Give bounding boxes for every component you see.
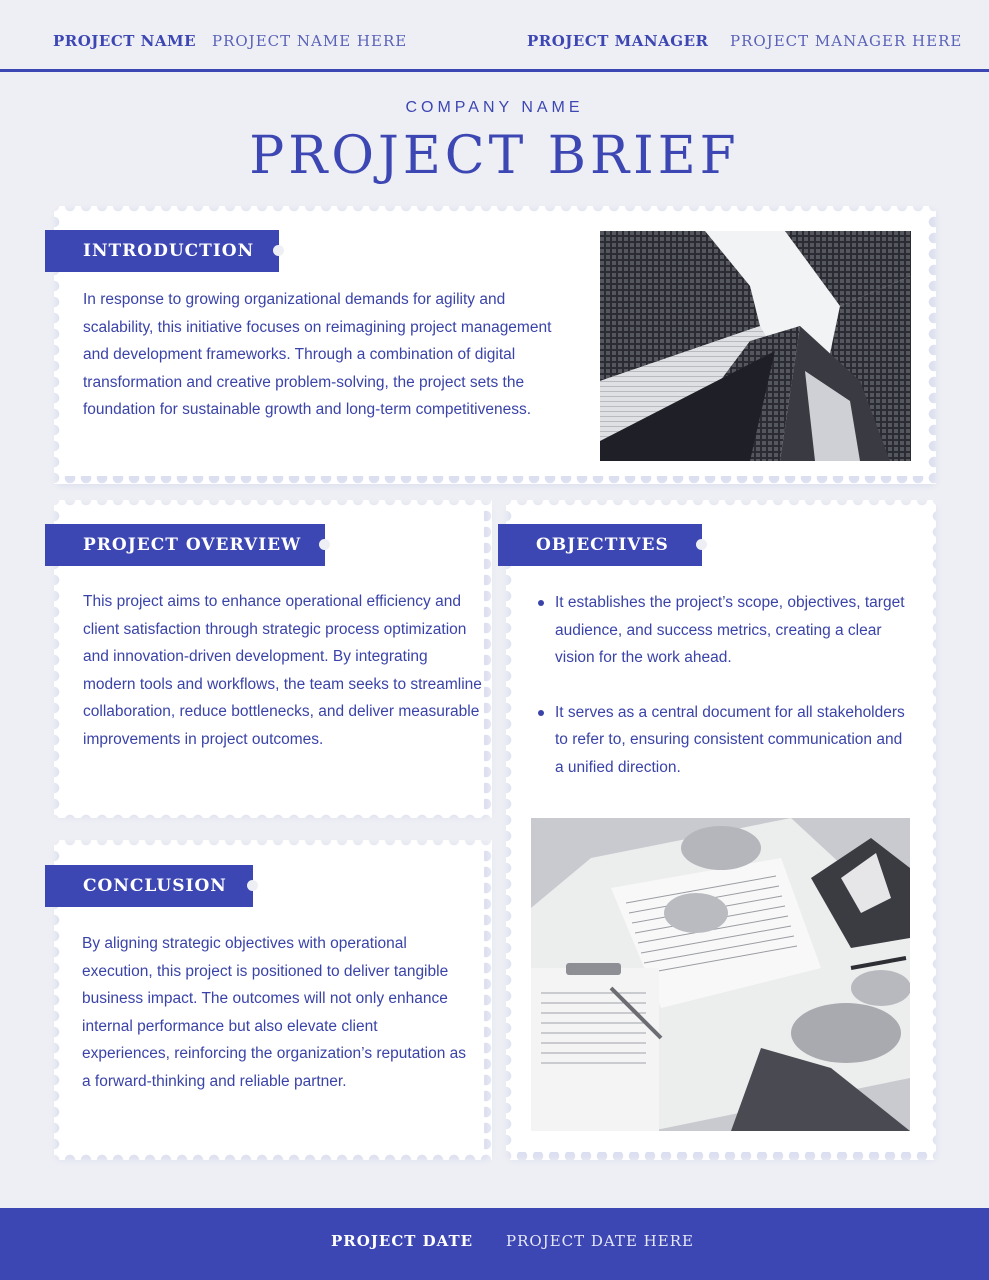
project-manager-value: PROJECT MANAGER HERE <box>730 32 963 50</box>
project-overview-heading: PROJECT OVERVIEW <box>45 524 325 566</box>
project-manager-label: PROJECT MANAGER <box>527 32 709 50</box>
project-name-value: PROJECT NAME HERE <box>212 32 408 50</box>
introduction-text: In response to growing organizational demands for agility and scalability, this initiative focuses on reimagining project management and development frameworks. Through a combination of digital transformation and creative problem-solving, the project sets the foundation for sustainable growth and long-term competitiveness. <box>83 291 552 418</box>
footer-bar <box>0 1208 989 1280</box>
meeting-image <box>531 818 910 1131</box>
objective-item-1: It establishes the project’s scope, objectives, target audience, and success metrics, creating a clear vision for the work ahead. <box>531 589 906 672</box>
project-name-label: PROJECT NAME <box>53 32 197 50</box>
company-name: COMPANY NAME <box>405 99 584 116</box>
project-date-value: PROJECT DATE HERE <box>506 1232 694 1250</box>
conclusion-text: By aligning strategic objectives with operational execution, this project is positioned to deliver tangible business impact. The outcomes will not only enhance internal performance but also elevate client experiences, reinforcing the organization’s reputation as a forward-thinking and reliable partner. <box>82 935 467 1090</box>
objectives-heading: OBJECTIVES <box>498 524 702 566</box>
conclusion-heading: CONCLUSION <box>45 865 253 907</box>
objective-item-2: It serves as a central document for all stakeholders to refer to, ensuring consistent communication and a unified direction. <box>531 699 906 782</box>
skyscrapers-photo <box>600 231 911 461</box>
objectives-list <box>531 589 906 808</box>
project-date-label: PROJECT DATE <box>331 1232 474 1250</box>
project-overview-text: This project aims to enhance operational efficiency and client satisfaction through strategic process optimization and innovation-driven development. By integrating modern tools and workflows, the team seeks to streamline collaboration, reduce bottlenecks, and deliver measurable improvements in project outcomes. <box>83 593 482 748</box>
introduction-heading: INTRODUCTION <box>45 230 279 272</box>
header-bar <box>0 0 989 72</box>
page-title: PROJECT BRIEF <box>249 126 740 186</box>
skyscrapers-image <box>600 231 911 461</box>
meeting-documents-photo <box>531 818 910 1131</box>
